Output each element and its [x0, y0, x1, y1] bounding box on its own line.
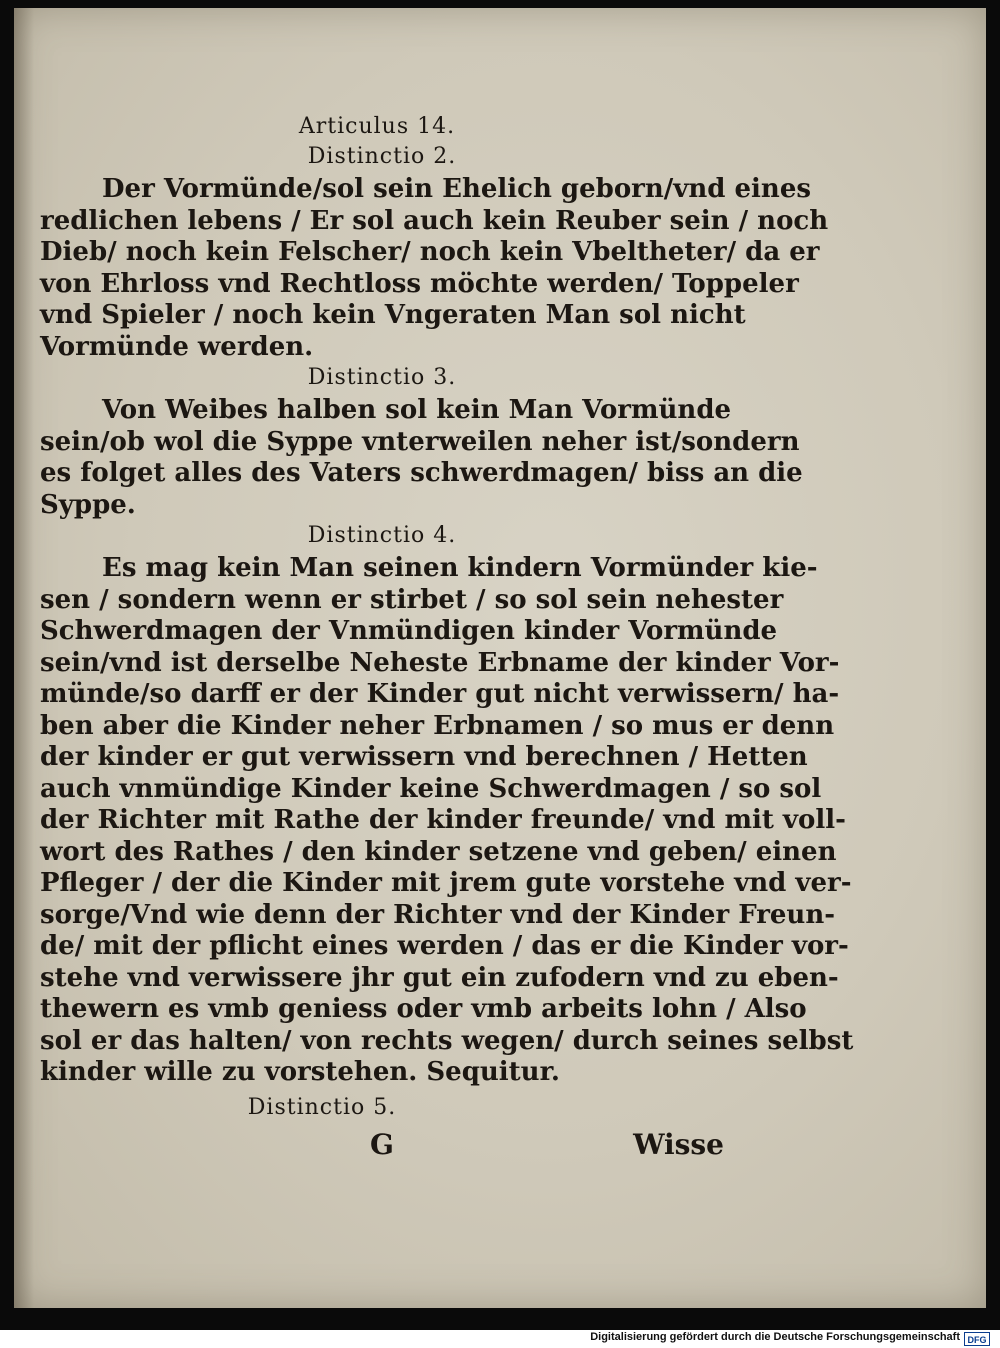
text-line: auch vnmündige Kinder keine Schwerdmagen / so sol: [40, 773, 822, 804]
text-line: Es mag kein Man seinen kindern Vormünder kie-: [102, 553, 818, 583]
text-line: sol er das halten/ von rechts wegen/ durch seines selbst: [40, 1025, 854, 1056]
text-line: Von Weibes halben sol kein Man Vormünde: [102, 395, 732, 425]
paragraph: [40, 174, 829, 363]
text-line: sen / sondern wenn er stirbet / so sol sein nehester: [40, 584, 784, 615]
text-line: Pfleger / der die Kinder mit jrem gute vorstehe vnd ver-: [40, 868, 852, 898]
text-line: redlichen lebens / Er sol auch kein Reuber sein / noch: [40, 205, 829, 236]
text-line: münde/so darff er der Kinder gut nicht verwissern/ ha-: [40, 679, 840, 709]
text-line: ben aber die Kinder neher Erbnamen / so mus er denn: [40, 710, 835, 741]
signature-mark: G: [370, 1128, 394, 1161]
text-line: kinder wille zu vorstehen. Sequitur.: [40, 1057, 560, 1087]
text-line: thewern es vmb geniess oder vmb arbeits lohn / Also: [40, 994, 807, 1024]
text-line: sein/vnd ist derselbe Neheste Erbname der kinder Vor-: [40, 647, 840, 678]
section-heading: Distinctio 2.: [307, 144, 457, 169]
text-line: Schwerdmagen der Vnmündigen kinder Vormünde: [40, 616, 778, 646]
text-line: de/ mit der pflicht eines werden / das er die Kinder vor-: [40, 931, 849, 961]
text-line: vnd Spieler / noch kein Vngeraten Man sol nicht: [40, 300, 746, 330]
page-footer: [40, 1128, 724, 1168]
text-line: sein/ob wol die Syppe vnterweilen neher ist/sondern: [40, 426, 800, 457]
text-line: Vormünde werden.: [40, 331, 314, 362]
text-line: Syppe.: [40, 489, 136, 520]
text-line: stehe vnd verwissere jhr gut ein zufodern vnd zu eben-: [40, 962, 839, 993]
funding-credit: Digitalisierung gefördert durch die Deutsche Forschungsgemeinschaft: [590, 1331, 960, 1343]
catchword: Wisse: [633, 1128, 724, 1161]
text-line: der kinder er gut verwissern vnd berechnen / Hetten: [40, 742, 808, 772]
text-line: sorge/Vnd wie denn der Richter vnd der Kinder Freun-: [40, 899, 836, 930]
dfg-logo: DFG: [964, 1332, 990, 1346]
section-heading: Distinctio 4.: [307, 523, 457, 548]
text-line: Dieb/ noch kein Felscher/ noch kein Vbeltheter/ da er: [40, 237, 820, 267]
article-heading: Articulus 14.: [298, 114, 456, 139]
text-line: der Richter mit Rathe der kinder freunde/ vnd mit voll-: [40, 805, 846, 835]
paragraph: [40, 553, 854, 1089]
section-heading: Distinctio 3.: [307, 365, 457, 390]
page-text: [40, 112, 854, 1123]
paragraph: [40, 395, 803, 521]
text-line: es folget alles des Vaters schwerdmagen/ biss an die: [40, 458, 803, 488]
text-line: wort des Rathes / den kinder setzene vnd geben/ einen: [40, 836, 837, 867]
text-line: Der Vormünde/sol sein Ehelich geborn/vnd eines: [102, 174, 812, 204]
text-line: von Ehrloss vnd Rechtloss möchte werden/ Toppeler: [40, 268, 799, 299]
section-heading: Distinctio 5.: [247, 1094, 397, 1120]
